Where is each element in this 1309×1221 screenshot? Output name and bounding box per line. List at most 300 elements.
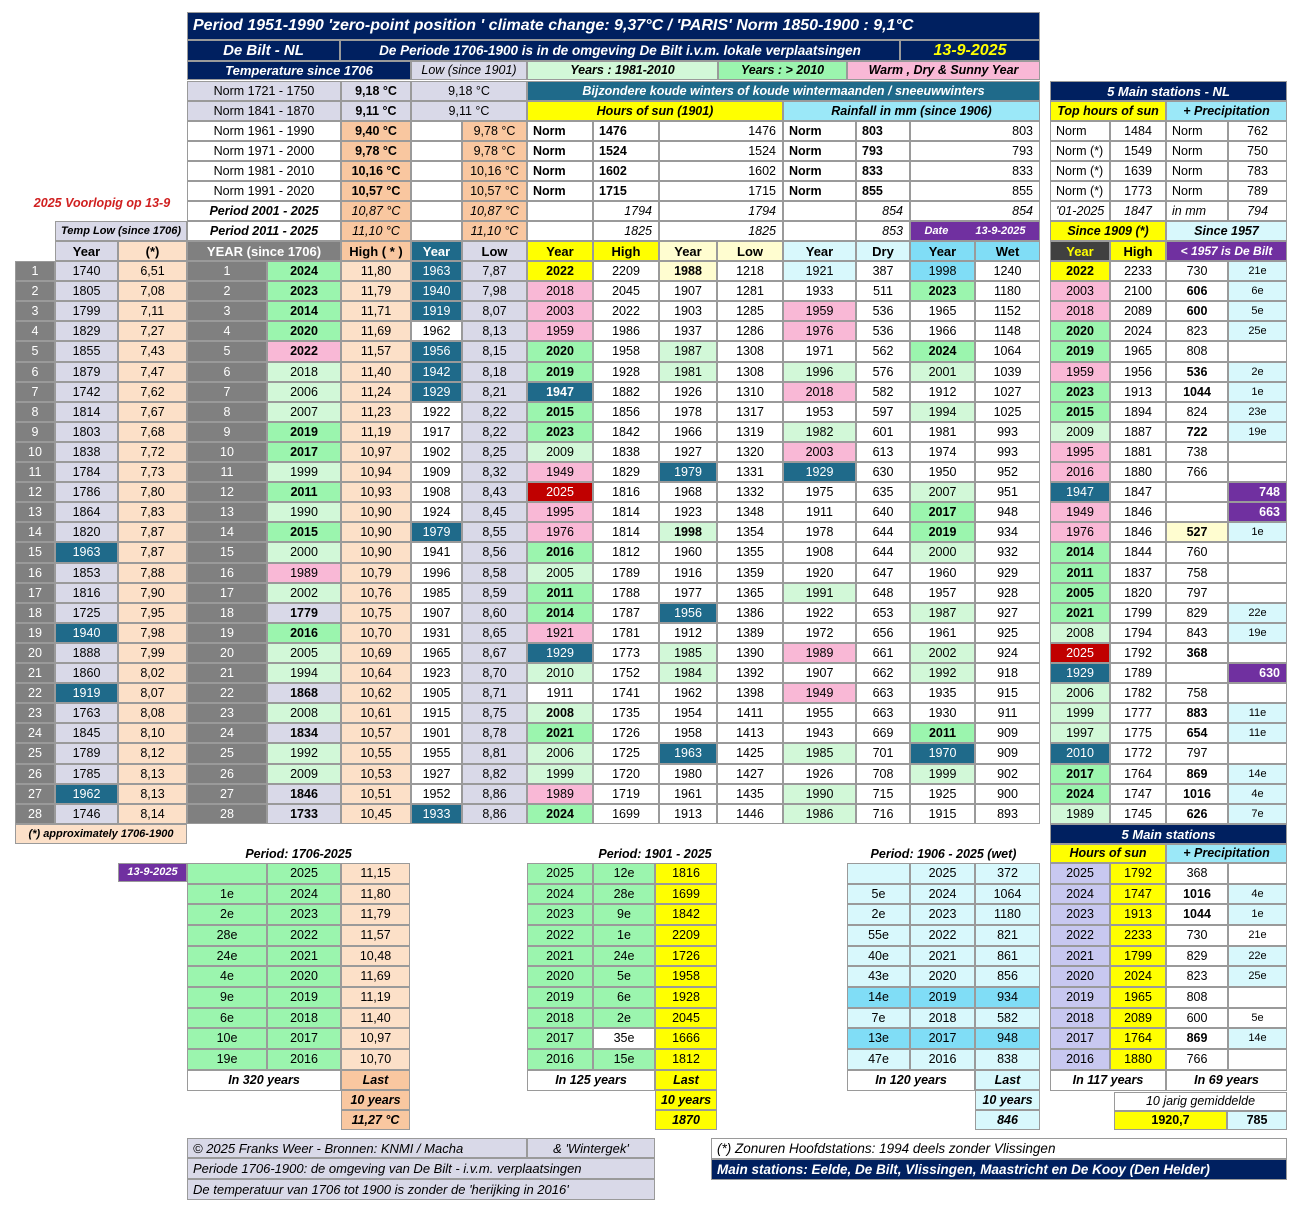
plus-precip-header: + Precipitation <box>1166 844 1287 863</box>
rank: 2 <box>15 281 55 301</box>
year-low: 1955 <box>411 743 462 764</box>
station-precip: 823 <box>1166 321 1228 341</box>
sun-low-year: 1998 <box>659 522 717 542</box>
station-sun: 1794 <box>1110 623 1166 643</box>
wet-mm: 925 <box>975 623 1040 643</box>
station-sun: 1956 <box>1110 362 1166 382</box>
dry-year: 1990 <box>783 784 856 804</box>
station-sun: 1847 <box>1110 482 1166 502</box>
low-year: 1829 <box>55 321 118 341</box>
p1-rank: 4e <box>187 966 267 987</box>
station-norm-sun: 1773 <box>1110 181 1166 201</box>
dry-mm: 536 <box>856 301 910 321</box>
p2-year: 2018 <box>527 1008 593 1028</box>
year-low: 1927 <box>411 764 462 784</box>
temp-high: 10,57 <box>341 723 411 743</box>
rain-norm-ref: 855 <box>910 181 1040 201</box>
year-low: 1923 <box>411 663 462 683</box>
sun-high-year: 2015 <box>527 402 593 422</box>
station-sun: 1745 <box>1110 804 1166 824</box>
temp-high: 10,64 <box>341 663 411 683</box>
station-precip: 843 <box>1166 623 1228 643</box>
dry-year: 1933 <box>783 281 856 301</box>
sun-high-year: 2008 <box>527 703 593 723</box>
wet-mm: 924 <box>975 643 1040 663</box>
temp-low: 8,15 <box>462 341 527 362</box>
temp-high: 10,90 <box>341 522 411 542</box>
sun-norm-value: 1715 <box>593 181 659 201</box>
rain-norm-ref: 803 <box>910 121 1040 141</box>
norm-high: 9,78 °C <box>341 141 411 161</box>
sun-low: 1398 <box>717 683 783 703</box>
dry-year: 1996 <box>783 362 856 382</box>
norm-low: 9,11 °C <box>411 101 527 121</box>
p1-year: 2019 <box>267 987 341 1008</box>
station-sun: 1846 <box>1110 522 1166 542</box>
year-low: 1924 <box>411 502 462 522</box>
year-high: 2015 <box>267 522 341 542</box>
dry-year: 2003 <box>783 442 856 462</box>
temp-low: 8,22 <box>462 402 527 422</box>
temp-high: 11,40 <box>341 362 411 382</box>
station-rank: 1e <box>1228 522 1287 542</box>
p3-wet: 1064 <box>975 884 1040 904</box>
low-year: 1763 <box>55 703 118 723</box>
p3-year: 2022 <box>910 925 975 946</box>
sun-low: 1310 <box>717 382 783 402</box>
copyright: © 2025 Franks Weer - Bronnen: KNMI / Macha <box>187 1138 527 1158</box>
sheet-title: Period 1951-1990 'zero-point position ' climate change: 9,37°C / 'PARIS' Norm 1850-1900 : 9,1°C <box>187 12 1040 40</box>
p4-year: 2016 <box>1050 1049 1110 1070</box>
p3-wet: 838 <box>975 1049 1040 1070</box>
dry-mm: 644 <box>856 522 910 542</box>
p4-year: 2017 <box>1050 1028 1110 1049</box>
ten-year-average-label: 10 jarig gemiddelde <box>1114 1092 1287 1111</box>
norm-high: 9,18 °C <box>341 81 411 101</box>
col-wet: Wet <box>975 241 1040 261</box>
rank2: 24 <box>187 723 267 743</box>
dry-year: 1929 <box>783 462 856 482</box>
dry-mm: 630 <box>856 462 910 482</box>
p2-sun: 1726 <box>655 946 717 966</box>
wet-mm: 1064 <box>975 341 1040 362</box>
sun-low-year: 1903 <box>659 301 717 321</box>
sun-low-year: 1963 <box>659 743 717 764</box>
sun-high: 1882 <box>593 382 659 402</box>
rank: 12 <box>15 482 55 502</box>
temp-high: 11,71 <box>341 301 411 321</box>
wet-year: 2002 <box>910 643 975 663</box>
station-rank <box>1228 341 1287 362</box>
rank2: 4 <box>187 321 267 341</box>
sun-low-year: 1985 <box>659 643 717 663</box>
station-rank: 2e <box>1228 362 1287 382</box>
sun-high: 1720 <box>593 764 659 784</box>
station-precip: 758 <box>1166 563 1228 583</box>
wet-mm: 948 <box>975 502 1040 522</box>
year-low: 1902 <box>411 442 462 462</box>
sun-high: 1842 <box>593 422 659 442</box>
station-norm-precip: 750 <box>1228 141 1287 161</box>
station-precip: 1016 <box>1166 784 1228 804</box>
wet-year: 1974 <box>910 442 975 462</box>
p4-rank: 4e <box>1228 884 1287 904</box>
dry-mm: 661 <box>856 643 910 663</box>
wet-mm: 1025 <box>975 402 1040 422</box>
rank: 15 <box>15 542 55 563</box>
sun-high: 1928 <box>593 362 659 382</box>
wet-year: 1957 <box>910 583 975 603</box>
p1-temp: 11,79 <box>341 904 410 925</box>
last3-label: Last <box>975 1070 1040 1090</box>
rank2: 2 <box>187 281 267 301</box>
legend-1981-2010: Years : 1981-2010 <box>527 61 718 80</box>
station-year: 1989 <box>1050 804 1110 824</box>
p2-rank: 28e <box>593 884 655 904</box>
dry-mm: 601 <box>856 422 910 442</box>
low-year: 1864 <box>55 502 118 522</box>
norm-high: 9,11 °C <box>341 101 411 121</box>
low-temp: 7,95 <box>118 603 187 623</box>
sun-high-year: 2006 <box>527 743 593 764</box>
year-high: 1733 <box>267 804 341 824</box>
rank2: 7 <box>187 382 267 402</box>
temp-high: 10,70 <box>341 623 411 643</box>
in117: In 117 years <box>1050 1070 1166 1091</box>
station-sun: 1887 <box>1110 422 1166 442</box>
low-temp: 8,13 <box>118 784 187 804</box>
temp-since-label: Temperature since 1706 <box>187 61 411 80</box>
dry-mm: 656 <box>856 623 910 643</box>
p2-rank: 5e <box>593 966 655 987</box>
sun-norm-value: 1524 <box>593 141 659 161</box>
p1-temp: 11,19 <box>341 987 410 1008</box>
station-precip: 527 <box>1166 522 1228 542</box>
low-temp: 7,11 <box>118 301 187 321</box>
p2-rank: 1e <box>593 925 655 946</box>
station-sun: 2024 <box>1110 321 1166 341</box>
temp-low: 8,67 <box>462 643 527 663</box>
last1-value: 11,27 °C <box>341 1110 410 1130</box>
year-high: 2005 <box>267 643 341 663</box>
temp-low: 8,13 <box>462 321 527 341</box>
norm-high: 10,57 °C <box>341 181 411 201</box>
year-high: 2011 <box>267 482 341 502</box>
year-high: 1868 <box>267 683 341 703</box>
rank: 3 <box>15 301 55 321</box>
norm-label: Norm 1841 - 1870 <box>187 101 341 121</box>
wet-year: 2007 <box>910 482 975 502</box>
year-high: 2022 <box>267 341 341 362</box>
low-year: 1963 <box>55 542 118 563</box>
station-sun: 1837 <box>1110 563 1166 583</box>
date-cell <box>910 221 1040 241</box>
temp-high: 11,69 <box>341 321 411 341</box>
dry-year: 1985 <box>783 743 856 764</box>
rank2: 20 <box>187 643 267 663</box>
sun-norm-label: Norm <box>527 181 593 201</box>
wet-mm: 909 <box>975 723 1040 743</box>
p1-rank: 24e <box>187 946 267 966</box>
rank: 18 <box>15 603 55 623</box>
p4-precip: 730 <box>1166 925 1228 946</box>
p1-temp: 10,97 <box>341 1028 410 1049</box>
rank2: 21 <box>187 663 267 683</box>
station-sun: 1846 <box>1110 502 1166 522</box>
year-high: 2008 <box>267 703 341 723</box>
low-temp: 7,87 <box>118 542 187 563</box>
p1-year: 2025 <box>267 863 341 884</box>
p3-wet: 1180 <box>975 904 1040 925</box>
sun-norm-label: Norm <box>527 141 593 161</box>
main-stations-header: 5 Main stations - NL <box>1050 81 1287 101</box>
dry-mm: 701 <box>856 743 910 764</box>
year-low: 1919 <box>411 301 462 321</box>
dry-year: 1921 <box>783 261 856 281</box>
rank2: 8 <box>187 402 267 422</box>
p4-year: 2020 <box>1050 966 1110 987</box>
station-year: 1929 <box>1050 663 1110 683</box>
temp-high: 10,61 <box>341 703 411 723</box>
p4-sun: 1913 <box>1110 904 1166 925</box>
year-high: 2002 <box>267 583 341 603</box>
sun-high-year: 2024 <box>527 804 593 824</box>
rank: 20 <box>15 643 55 663</box>
low-temp: 8,08 <box>118 703 187 723</box>
sun-norm-ref: 1794 <box>659 201 783 221</box>
p2-year: 2021 <box>527 946 593 966</box>
p2-sun: 1666 <box>655 1028 717 1049</box>
top-sun-header: Top hours of sun <box>1050 101 1166 121</box>
year-high: 2006 <box>267 382 341 402</box>
wet-mm: 902 <box>975 764 1040 784</box>
year-low: 1962 <box>411 321 462 341</box>
legend-after-2010: Years : > 2010 <box>718 61 847 80</box>
temp-high: 10,97 <box>341 442 411 462</box>
low-temp: 8,07 <box>118 683 187 703</box>
wet-year: 2001 <box>910 362 975 382</box>
sun-high: 2209 <box>593 261 659 281</box>
last2-label: Last <box>655 1070 717 1090</box>
sun-low: 1218 <box>717 261 783 281</box>
p4-sun: 1799 <box>1110 946 1166 966</box>
low-year: 1919 <box>55 683 118 703</box>
dry-mm: 635 <box>856 482 910 502</box>
year-low: 1905 <box>411 683 462 703</box>
sun-low-year: 1987 <box>659 341 717 362</box>
sun-high: 1812 <box>593 542 659 563</box>
sun-norm-ref: 1825 <box>659 221 783 241</box>
station-year: 2017 <box>1050 764 1110 784</box>
p1-year: 2020 <box>267 966 341 987</box>
p3-wet: 582 <box>975 1008 1040 1028</box>
sun-low: 1427 <box>717 764 783 784</box>
sun-low: 1425 <box>717 743 783 764</box>
sun-low: 1411 <box>717 703 783 723</box>
col-low-year: Year <box>411 241 462 261</box>
station-sun: 1880 <box>1110 462 1166 482</box>
wet-year: 1960 <box>910 563 975 583</box>
station-rank <box>1228 563 1287 583</box>
year-low: 1915 <box>411 703 462 723</box>
wet-year: 1981 <box>910 422 975 442</box>
p4-precip: 1016 <box>1166 884 1228 904</box>
station-precip: 869 <box>1166 764 1228 784</box>
station-year: 2020 <box>1050 321 1110 341</box>
col-sun-year: Year <box>527 241 593 261</box>
since-1957: Since 1957 <box>1166 221 1287 241</box>
dry-mm: 597 <box>856 402 910 422</box>
rain-norm-ref: 833 <box>910 161 1040 181</box>
year-high: 1994 <box>267 663 341 683</box>
station-year: 2005 <box>1050 583 1110 603</box>
p1-rank: 10e <box>187 1028 267 1049</box>
p4-rank: 5e <box>1228 1008 1287 1028</box>
low-temp: 6,51 <box>118 261 187 281</box>
sun-high-year: 2005 <box>527 563 593 583</box>
p3-rank: 40e <box>847 946 910 966</box>
p4-precip: 600 <box>1166 1008 1228 1028</box>
p1-year: 2023 <box>267 904 341 925</box>
rain-norm-value: 793 <box>856 141 910 161</box>
approx-note: (*) approximately 1706-1900 <box>15 824 187 844</box>
temp-high: 11,19 <box>341 422 411 442</box>
temp-low: 8,59 <box>462 583 527 603</box>
sun-low-year: 1979 <box>659 462 717 482</box>
col-rain-year: Year <box>783 241 856 261</box>
wet-mm: 927 <box>975 603 1040 623</box>
rank: 7 <box>15 382 55 402</box>
temp-low: 8,60 <box>462 603 527 623</box>
temp-high: 11,80 <box>341 261 411 281</box>
p3-rank: 47e <box>847 1049 910 1070</box>
station-year: 2018 <box>1050 301 1110 321</box>
rank: 8 <box>15 402 55 422</box>
p3-year: 2020 <box>910 966 975 987</box>
sun-low-year: 1966 <box>659 422 717 442</box>
year-high: 1999 <box>267 462 341 482</box>
low-year: 1816 <box>55 583 118 603</box>
p3-rank: 5e <box>847 884 910 904</box>
sun-low: 1320 <box>717 442 783 462</box>
temp-high: 10,53 <box>341 764 411 784</box>
dry-mm: 576 <box>856 362 910 382</box>
p2-rank: 35e <box>593 1028 655 1049</box>
norm-low: 10,16 °C <box>462 161 527 181</box>
year-high: 2024 <box>267 261 341 281</box>
sun-low: 1386 <box>717 603 783 623</box>
year-high: 1989 <box>267 563 341 583</box>
station-sun: 1764 <box>1110 764 1166 784</box>
year-low: 1941 <box>411 542 462 563</box>
low-year: 1784 <box>55 462 118 482</box>
sun-high-year: 2003 <box>527 301 593 321</box>
sun-low-year: 1978 <box>659 402 717 422</box>
sun-low-year: 1954 <box>659 703 717 723</box>
station-sun: 1772 <box>1110 743 1166 764</box>
p4-rank <box>1228 863 1287 884</box>
sun-norm-value: 1825 <box>593 221 659 241</box>
sun-low: 1354 <box>717 522 783 542</box>
sun-low-year: 1988 <box>659 261 717 281</box>
dry-mm: 640 <box>856 502 910 522</box>
p4-sun: 1792 <box>1110 863 1166 884</box>
station-precip: 600 <box>1166 301 1228 321</box>
wet-mm: 1039 <box>975 362 1040 382</box>
wet-year: 2017 <box>910 502 975 522</box>
year-low: 1942 <box>411 362 462 382</box>
station-sun: 1777 <box>1110 703 1166 723</box>
year-low: 1979 <box>411 522 462 542</box>
station-norm-precip: 762 <box>1228 121 1287 141</box>
rain-norm-value: 854 <box>856 201 910 221</box>
low-temp: 7,47 <box>118 362 187 382</box>
sun-high-year: 2010 <box>527 663 593 683</box>
dry-year: 1943 <box>783 723 856 743</box>
wet-mm: 952 <box>975 462 1040 482</box>
year-low: 1956 <box>411 341 462 362</box>
rain-norm-ref: 854 <box>910 201 1040 221</box>
norm-label: Norm 1991 - 2020 <box>187 181 341 201</box>
year-low: 1907 <box>411 603 462 623</box>
sun-high: 1958 <box>593 341 659 362</box>
p4-sun: 1764 <box>1110 1028 1166 1049</box>
rain-norm-label <box>783 221 856 241</box>
rank: 11 <box>15 462 55 482</box>
station-norm-sun: 1549 <box>1110 141 1166 161</box>
station-precip: 808 <box>1166 341 1228 362</box>
wet-mm: 911 <box>975 703 1040 723</box>
sun-high-year: 1911 <box>527 683 593 703</box>
norm-high: 9,40 °C <box>341 121 411 141</box>
sun-norm-value: 1794 <box>593 201 659 221</box>
wet-mm: 951 <box>975 482 1040 502</box>
temp-low: 8,81 <box>462 743 527 764</box>
wet-year: 2019 <box>910 522 975 542</box>
p1-year: 2016 <box>267 1049 341 1070</box>
sun-high: 1838 <box>593 442 659 462</box>
sun-high-year: 1989 <box>527 784 593 804</box>
col-dry: Dry <box>856 241 910 261</box>
station-rank: 14e <box>1228 764 1287 784</box>
wet-year: 1998 <box>910 261 975 281</box>
date-tag: 13-9-2025 <box>118 863 187 882</box>
sun-low-year: 1960 <box>659 542 717 563</box>
year-low: 1940 <box>411 281 462 301</box>
low-year: 1805 <box>55 281 118 301</box>
p4-precip: 368 <box>1166 863 1228 884</box>
period3-title: Period: 1906 - 2025 (wet) <box>870 846 1017 861</box>
rank2: 1 <box>187 261 267 281</box>
p2-sun: 2045 <box>655 1008 717 1028</box>
sun-low-year: 1958 <box>659 723 717 743</box>
sun-high: 1735 <box>593 703 659 723</box>
station-rank <box>1228 683 1287 703</box>
wet-year: 2011 <box>910 723 975 743</box>
p4-precip: 766 <box>1166 1049 1228 1070</box>
sun-low-year: 1981 <box>659 362 717 382</box>
year-high: 2020 <box>267 321 341 341</box>
low-year: 1803 <box>55 422 118 442</box>
p2-year: 2019 <box>527 987 593 1008</box>
low-temp: 7,68 <box>118 422 187 442</box>
p1-rank <box>187 863 267 884</box>
rank: 5 <box>15 341 55 362</box>
sun-low: 1331 <box>717 462 783 482</box>
header-date: 13-9-2025 <box>900 40 1040 61</box>
ten-year-precip: 785 <box>1227 1111 1287 1130</box>
p3-wet: 934 <box>975 987 1040 1008</box>
